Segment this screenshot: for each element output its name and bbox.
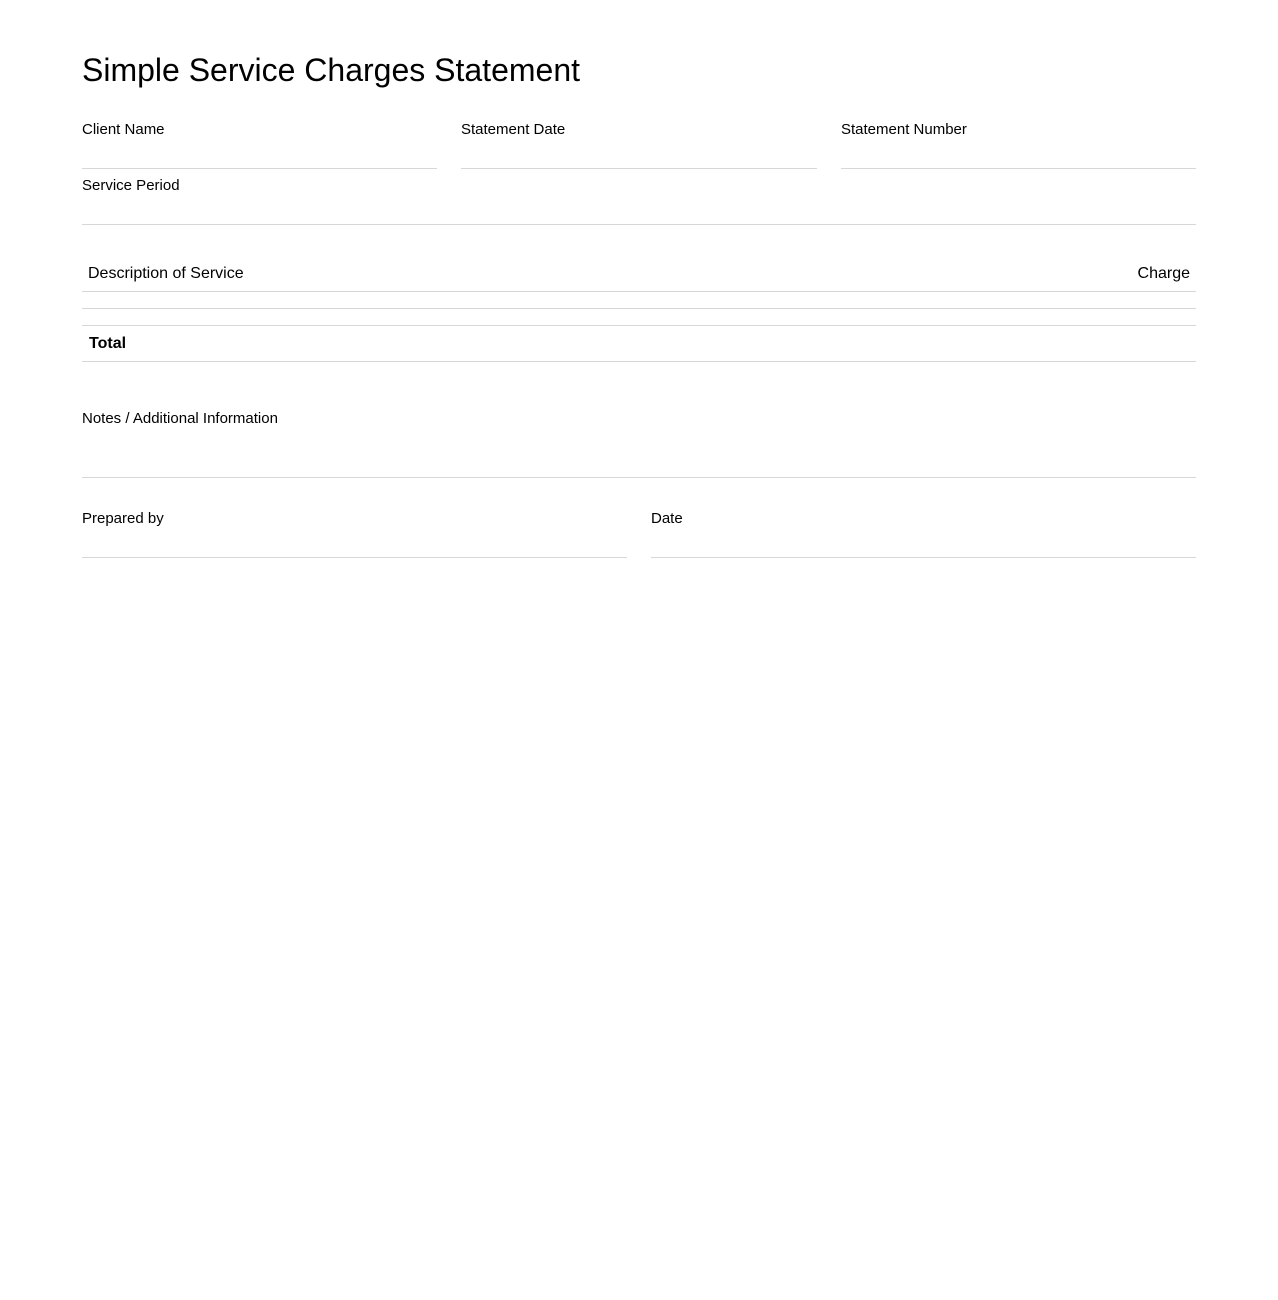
notes-input[interactable] — [82, 428, 1196, 478]
signoff-date-input[interactable] — [651, 528, 1196, 558]
table-row[interactable] — [82, 292, 1196, 309]
client-name-input[interactable] — [82, 139, 437, 169]
statement-date-field — [461, 121, 817, 169]
column-header-charge: Charge — [1137, 265, 1190, 282]
column-header-description: Description of Service — [88, 265, 244, 282]
prepared-by-input[interactable] — [82, 528, 627, 558]
service-period-label: Service Period — [82, 177, 180, 194]
charges-table-header — [82, 257, 1196, 292]
statement-number-input[interactable] — [841, 139, 1196, 169]
total-row — [82, 326, 1196, 362]
client-name-label: Client Name — [82, 121, 165, 138]
signoff-date-field — [651, 510, 1196, 558]
prepared-by-label: Prepared by — [82, 510, 164, 527]
prepared-by-field — [82, 510, 627, 558]
notes-field — [82, 410, 1196, 478]
service-period-field — [82, 177, 1196, 225]
statement-number-field — [841, 121, 1196, 169]
statement-date-input[interactable] — [461, 139, 817, 169]
service-period-input[interactable] — [82, 195, 1196, 225]
notes-label: Notes / Additional Information — [82, 410, 278, 427]
page-title: Simple Service Charges Statement — [82, 52, 580, 88]
client-name-field — [82, 121, 437, 169]
total-label: Total — [89, 335, 127, 352]
signoff-date-label: Date — [651, 510, 683, 527]
statement-date-label: Statement Date — [461, 121, 566, 138]
statement-number-label: Statement Number — [841, 121, 967, 138]
table-row[interactable] — [82, 309, 1196, 326]
charges-table — [82, 257, 1196, 362]
